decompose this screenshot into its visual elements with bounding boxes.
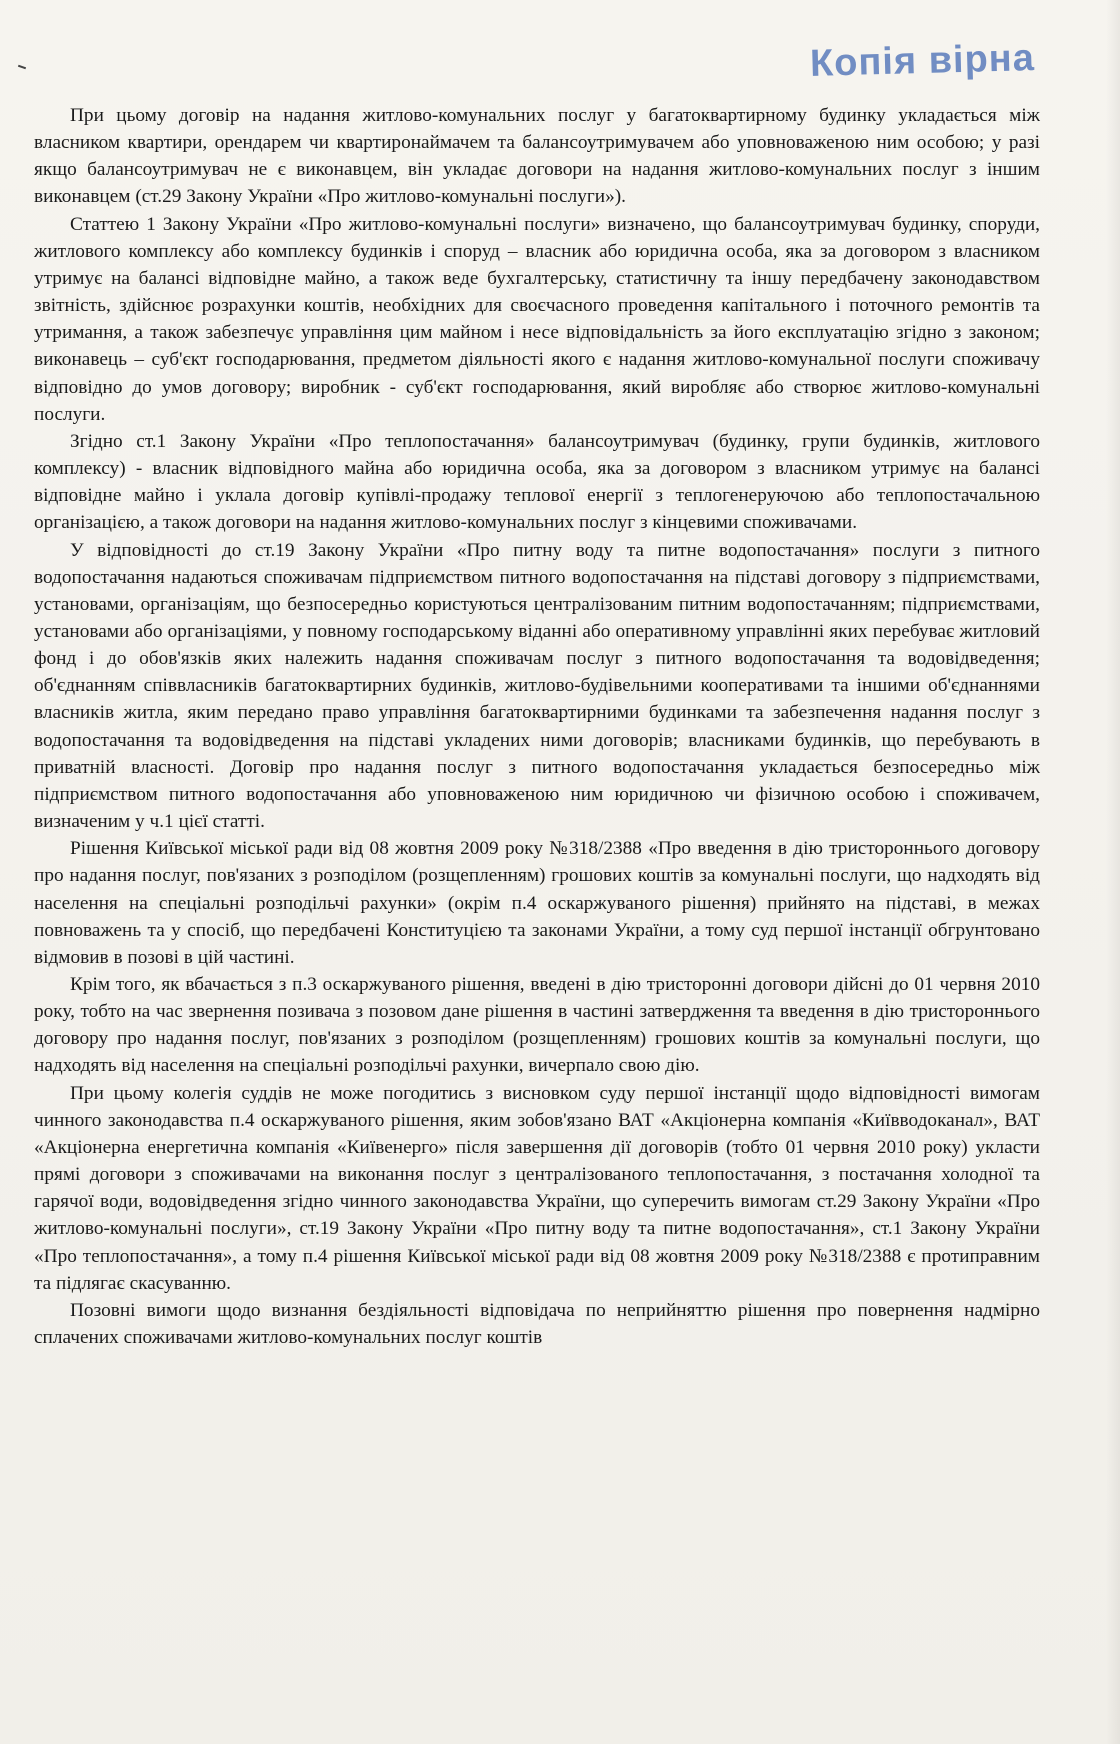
paragraph-4: У відповідності до ст.19 Закону України «Про питну воду та питне водопостачання» послуги з питного водопостачання надаються споживачам підприємством питного водопостачання на підставі договору з підприємствами, установами, організаціям, що безпосередньо користуються централізованим питним водопостачанням; підприємствами, установами або організаціями, у повному господарському віданні або оперативному управлінні яких перебуває житловий фонд і до обов'язків яких належить надання споживачам послуг з питного водопостачання та водовідведення; об'єднанням співвласників багатоквартирних будинків, житлово-будівельними кооперативами та іншими об'єднаннями власників житла, яким передано право управління багатоквартирними будинками та забезпечення надання послуг з водопостачання та водовідведення на підставі укладених ними договорів; власниками будинків, що перебувають в приватній власності. Договір про надання послуг з питного водопостачання укладається безпосередньо між підприємством питного водопостачання або уповноваженою ним юридичною чи фізичною особою і споживачем, визначеним у ч.1 цієї статті. bbox=[34, 539, 1040, 833]
paragraph-1: При цьому договір на надання житлово-комунальних послуг у багатоквартирному будинку укладається між власником квартири, орендарем чи квартиронаймачем та балансоутримувачем або уповноваженою ним особою; у разі якщо балансоутримувач не є виконавцем, він укладає договори на надання житлово-комунальних послуг з іншим виконавцем (ст.29 Закону України «Про житлово-комунальні послуги»). bbox=[34, 105, 1040, 208]
paragraph-7: При цьому колегія суддів не може погодитись з висновком суду першої інстанції щодо відповідності вимогам чинного законодавства п.4 оскаржуваного рішення, яким зобов'язано ВАТ «Акціонерна компанія «Київводоканал», ВАТ «Акціонерна енергетична компанія «Київенерго» після завершення дії договорів (тобто 01 червня 2010 року) укласти прямі договори з споживачами на виконання послуг з централізованого теплопостачання, з постачання холодної та гарячої води, водовідведення згідно чинного законодавства України, що суперечить вимогам ст.29 Закону України «Про житлово-комунальні послуги», ст.19 Закону України «Про питну воду та питне водопостачання», ст.1 Закону України «Про теплопостачання», а тому п.4 рішення Київської міської ради від 08 жовтня 2009 року №318/2388 є протиправним та підлягає скасуванню. bbox=[34, 1082, 1040, 1294]
paragraph-2: Статтею 1 Закону України «Про житлово-комунальні послуги» визначено, що балансоутримувач будинку, споруди, житлового комплексу або комплексу будинків і споруд – власник або юридична особа, яка за договором з власником утримує на балансі відповідне майно, а також веде бухгалтерську, статистичну та іншу передбачену законодавством звітність, здійснює розрахунки коштів, необхідних для своєчасного проведення капітального і поточного ремонтів та утримання, а також забезпечує управління цим майном і несе відповідальність за його експлуатацію згідно з законом; виконавець – суб'єкт господарювання, предметом діяльності якого є надання житлово-комунальної послуги споживачу відповідно до умов договору; виробник - суб'єкт господарювання, який виробляє або створює житлово-комунальні послуги. bbox=[34, 213, 1040, 425]
certified-copy-stamp: Копія вірна bbox=[809, 37, 1036, 85]
paragraph-8: Позовні вимоги щодо визнання бездіяльності відповідача по неприйняттю рішення про повернення надмірно сплачених споживачами житлово-комунальних послуг коштів bbox=[34, 1299, 1040, 1349]
scan-edge-shadow bbox=[1106, 0, 1120, 1744]
paragraph-5: Рішення Київської міської ради від 08 жовтня 2009 року №318/2388 «Про введення в дію тристороннього договору про надання послуг, пов'язаних з розподілом (розщепленням) грошових коштів за комунальні послуги, що надходять від населення на спеціальні розподільчі рахунки» (окрім п.4 оскаржуваного рішення) прийнято на підставі, в межах повноважень та у спосіб, що передбачені Конституцією та законами України, а тому суд першої інстанції обгрунтовано відмовив в позові в цій частині. bbox=[34, 838, 1040, 968]
paragraph-6: Крім того, як вбачається з п.3 оскаржуваного рішення, введені в дію тристоронні договори дійсні до 01 червня 2010 року, тобто на час звернення позивача з позовом дане рішення в частині затвердження та введення в дію тристороннього договору про надання послуг, пов'язаних з розподілом (розщепленням) грошових коштів за комунальні послуги, що надходять від населення на спеціальні розподільчі рахунки, вичерпало свою дію. bbox=[34, 974, 1040, 1077]
paragraph-3: Згідно ст.1 Закону України «Про теплопостачання» балансоутримувач (будинку, групи будинків, житлового комплексу) - власник відповідного майна або юридична особа, яка за договором з власником утримує на балансі відповідне майно і уклала договір купівлі-продажу теплової енергії з теплогенеруючою або теплопостачальною організацією, а також договори на надання житлово-комунальних послуг з кінцевими споживачами. bbox=[34, 430, 1040, 534]
document-body bbox=[34, 102, 1040, 1351]
scan-mark bbox=[18, 65, 26, 70]
